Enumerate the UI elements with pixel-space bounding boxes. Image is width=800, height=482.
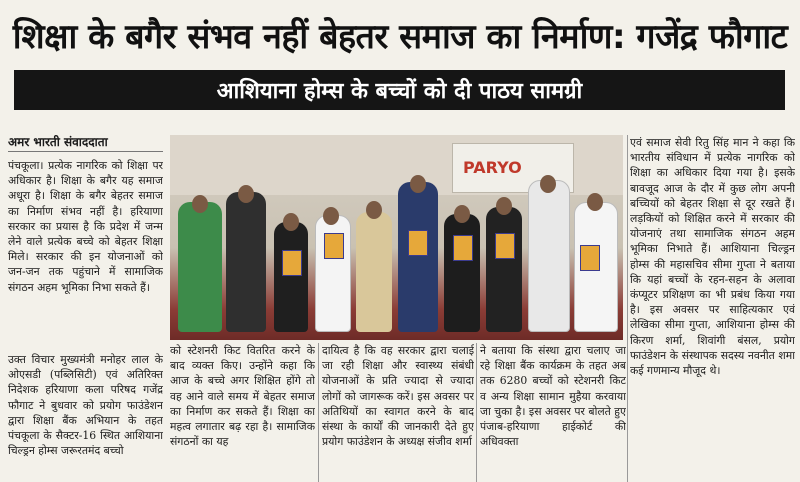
- photo-person-head: [496, 197, 512, 215]
- photo-person: [486, 207, 522, 332]
- photo-book: [324, 233, 344, 259]
- photo-book: [495, 233, 515, 259]
- photo-person: [444, 214, 480, 332]
- column-5-text: एवं समाज सेवी रितु सिंह मान ने कहा कि भारतीय संविधान में प्रत्येक नागरिक को शिक्षा का अधिकार दिया गया है। इसके बावजूद आज के दौर में कुछ लोग अपनी बच्चियों को बेहतर शिक्षा से दूर रखते हैं। लड़कियों को शिक्षित करने में सरकार की योजनाएं तथा सामाजिक संगठन अहम भूमिका निभाते हैं। आशियाना चिल्ड्रन होम्स की महासचिव सीमा गुप्ता ने बताया कि यहां बच्चों के रहन-सहन के अलावा कंप्यूटर प्रशिक्षण का भी प्रबंध किया गया है। इस अवसर पर साहित्यकार एवं लेखिका सीमा गुप्ता, आशियाना होम्स की किरण शर्मा, शिवांगी बंसल, प्रयोग फाउंडेशन के संस्थापक सदस्य नवनीत शमा कई गणमान्य मौजूद थे।: [630, 136, 795, 378]
- article-column-1: [8, 158, 163, 348]
- photo-person: [274, 222, 308, 332]
- column-1-intro: पंचकूला। प्रत्येक नागरिक को शिक्षा पर अधिकार है। शिक्षा के बगैर यह समाज अधूरा है। शिक्षा के बगैर बेहतर समाज का निर्माण संभव नहीं है। हरियाणा सरकार का प्रयास है कि प्रदेश में जन्म लेने वाले प्रत्येक बच्चे को बेहतर शिक्षा मिले। सरकार की इन योजनाओं को जन-जन तक पहुंचाने में सामाजिक संगठन अहम भूमिका निभा सकते हैं।: [8, 159, 163, 294]
- photo-person: [528, 180, 570, 332]
- article-column-3: [322, 343, 474, 482]
- article-headline: शिक्षा के बगैर संभव नहीं बेहतर समाज का निर्माण: गजेंद्र फौगाट: [12, 17, 788, 57]
- photo-book: [408, 230, 428, 256]
- photo-book: [580, 245, 600, 271]
- photo-person: [398, 182, 438, 332]
- photo-person: [356, 212, 392, 332]
- photo-person-head: [454, 205, 470, 223]
- photo-person-head: [192, 195, 208, 213]
- photo-person: [178, 202, 222, 332]
- article-column-2: [170, 343, 315, 482]
- photo-person-head: [366, 201, 382, 219]
- article-column-5: [630, 135, 795, 482]
- column-2-text: को स्टेशनरी किट वितरित करने के बाद व्यक्त किए। उन्होंने कहा कि आज के बच्चे अगर शिक्षित होंगे तो वह आने वाले समय में बेहतर समाज का निर्माण कर सकते हैं। शिक्षा का महत्व लगातार बढ़ रहा है। सामाजिक संगठनों का यह: [170, 344, 315, 449]
- photo-book: [282, 250, 302, 276]
- photo-person-head: [323, 207, 339, 225]
- column-1-body: उक्त विचार मुख्यमंत्री मनोहर लाल के ओएसडी (पब्लिसिटी) एवं अतिरिक्त निदेशक हरियाणा कला परिषद गजेंद्र फौगाट ने बुधवार को प्रयोग फाउंडेशन द्वारा शिक्षा बैंक अभियान के तहत पंचकूला के सैक्टर-16 स्थित आशियाना चिल्ड्रन होम्स जरूरतमंद बच्चो: [8, 353, 163, 458]
- article-column-4: [480, 343, 626, 482]
- photo-banner-text: PARYO: [463, 158, 522, 177]
- byline: अमर भारती संवाददाता: [8, 133, 163, 152]
- photo-person-head: [410, 175, 426, 193]
- photo-book: [453, 235, 473, 261]
- photo-person-head: [587, 193, 603, 211]
- column-3-text: दायित्व है कि वह सरकार द्वारा चलाई जा रही शिक्षा और स्वास्थ्य संबंधी योजनाओं के प्रति ज्यादा से ज्यादा लोगों को जागरूक करें। इस अवसर पर अतिथियों का स्वागत करने के बाद संस्था के कार्यों की जानकारी देते हुए प्रयोग फाउंडेशन के अध्यक्ष संजीव शर्मा: [322, 344, 474, 449]
- column-divider: [318, 343, 319, 482]
- photo-person-head: [540, 175, 556, 193]
- article-subheadline: आशियाना होम्स के बच्चों को दी पाठय सामग्री: [216, 79, 583, 104]
- photo-person-head: [283, 213, 299, 231]
- column-divider: [476, 343, 477, 482]
- subheadline-bar: [14, 70, 785, 110]
- article-column-1-continued: [8, 352, 163, 482]
- photo-person-head: [238, 185, 254, 203]
- column-4-text: ने बताया कि संस्था द्वारा चलाए जा रहे शिक्षा बैंक कार्यक्रम के तहत अब तक 6280 बच्चों को स्टेशनरी किट व अन्य शिक्षा सामान मुहैया करवाया जा चुका है। इस अवसर पर बोलते हुए पंजाब-हरियाणा हाईकोर्ट की अधिवक्ता: [480, 344, 626, 449]
- column-divider: [627, 135, 628, 482]
- photo-person: [226, 192, 266, 332]
- article-photo: [170, 135, 623, 340]
